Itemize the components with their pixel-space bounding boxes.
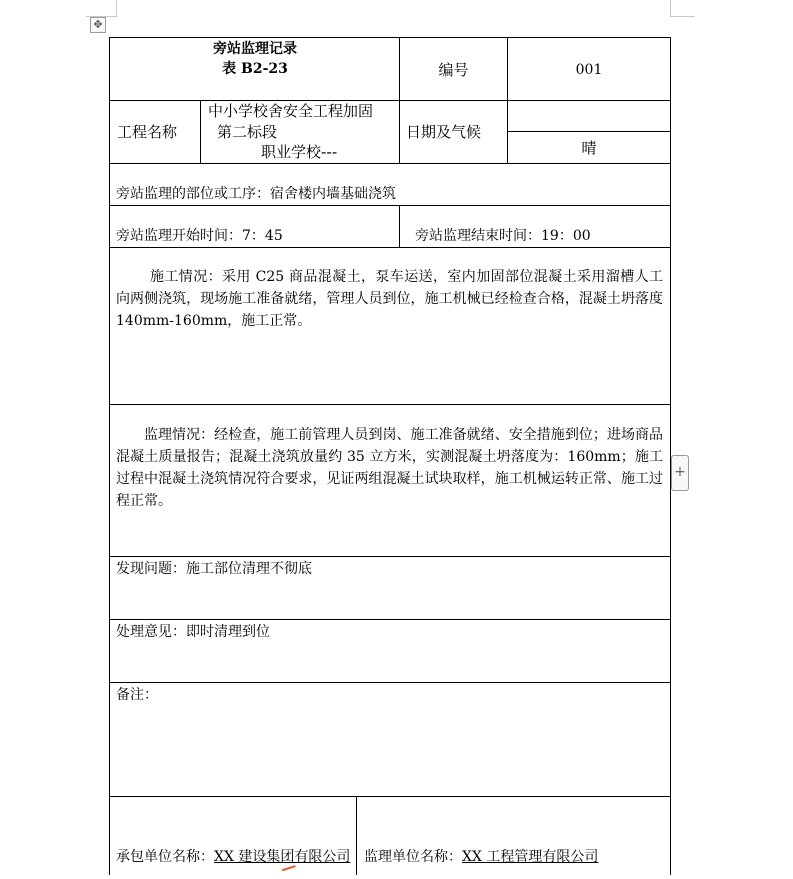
end-time[interactable]: 旁站监理结束时间：19：00 [415,228,591,244]
date-weather-label: 日期及气候 [406,123,482,141]
supervisor-name[interactable]: XX 工程管理有限公司 [462,849,599,865]
page-corner-top-right [670,0,695,17]
page-corner-top-left [86,0,117,17]
supervision-status[interactable]: 监理情况：经检查，施工前管理人员到岗、施工准备就绪、安全措施到位；进场商品混凝土质量报告；混凝土浇筑放量约 35 立方米，实测混凝土坍落度为：160mm；施工过程中混凝土浇筑情况符合要求，见证两组混凝土试块取样，施工机械运转正常、施工过程正常。 [116,427,663,509]
form-number: 表 B2-23 [222,61,288,77]
remarks-label[interactable]: 备注： [116,687,158,703]
supervisor-label: 监理单位名称： [364,849,462,865]
project-name-line2[interactable]: 第二标段 [217,123,278,141]
col-line [399,205,400,248]
row-line [109,205,671,206]
col-line [356,796,357,875]
add-column-icon[interactable]: + [671,455,689,491]
project-name-line1[interactable]: 中小学校舍安全工程加固 [208,102,374,120]
contractor-label: 承包单位名称： [116,849,214,865]
construction-status[interactable]: 施工情况：采用 C25 商品混凝土，泵车运送，室内加固部位混凝土采用溜槽人工向两侧浇筑，现场施工准备就绪，管理人员到位，施工机械已经检查合格，混凝土坍落度140mm-160mm，施工正常。 [116,269,663,329]
number-label: 编号 [438,61,469,79]
col-line [200,100,201,164]
supervised-part[interactable]: 旁站监理的部位或工序：宿舍楼内墙基础浇筑 [116,186,396,202]
row-line [109,247,671,248]
number-value[interactable]: 001 [575,62,603,78]
form-title: 旁站监理记录 [213,41,297,57]
start-time[interactable]: 旁站监理开始时间：7：45 [116,228,283,244]
row-line [109,556,671,557]
row-line [109,796,671,797]
ink-stroke-mark [282,865,298,879]
row-line [109,682,671,683]
row-line [109,100,671,101]
row-line [109,619,671,620]
table-move-handle-icon[interactable]: ✥ [90,17,106,33]
handling-opinion[interactable]: 处理意见：即时清理到位 [116,624,270,640]
project-name-line3[interactable]: 职业学校--- [261,143,338,161]
problem-found[interactable]: 发现问题：施工部位清理不彻底 [116,561,312,577]
row-line [507,131,671,132]
weather-value[interactable]: 晴 [581,139,597,157]
project-name-label: 工程名称 [117,123,178,141]
row-line [109,404,671,405]
table-border-top [109,37,671,38]
row-line [109,163,671,164]
contractor-name[interactable]: XX 建设集团有限公司 [214,849,351,865]
